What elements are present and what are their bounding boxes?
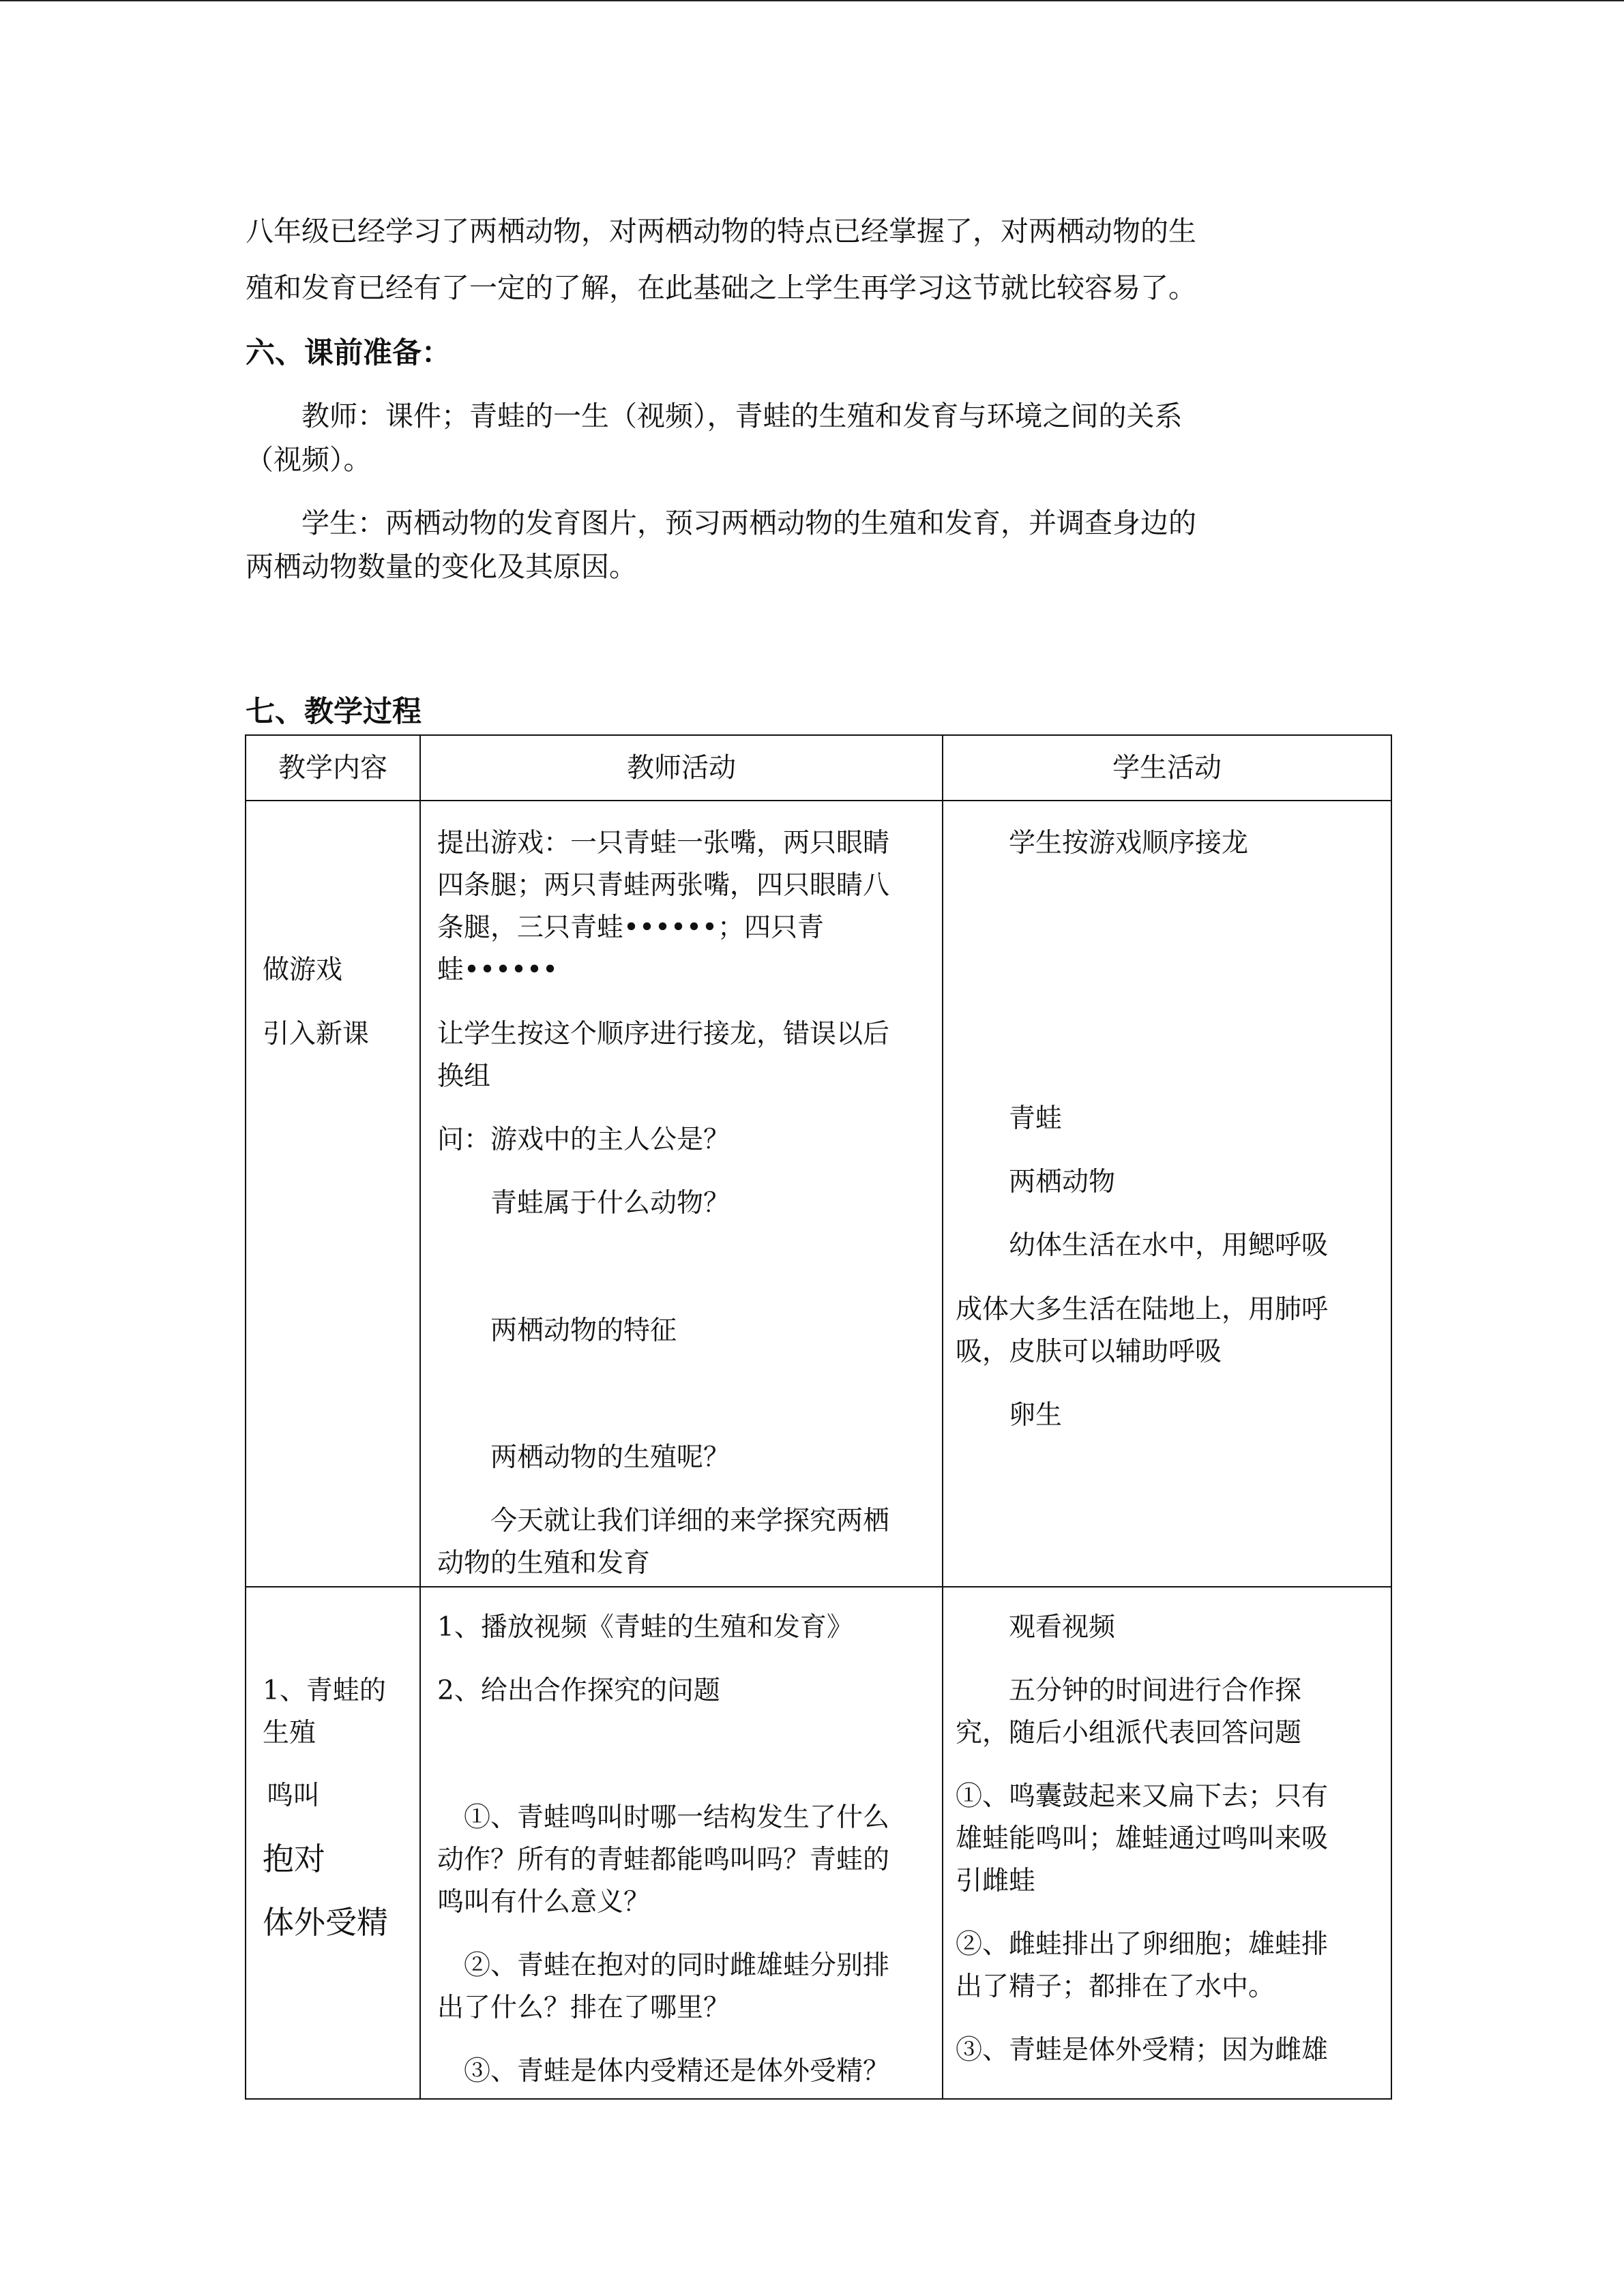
row2-teacher-line-4: 动作？所有的青蛙都能鸣叫吗？青蛙的 xyxy=(437,1845,890,1875)
row2-student-line-6: 引雌蛙 xyxy=(956,1866,1036,1896)
row2-content-line-2: 生殖 xyxy=(263,1718,316,1748)
row1-student-line-1: 学生按游戏顺序接龙 xyxy=(956,828,1249,859)
row1-teacher-line-5: 让学生按这个顺序进行接龙，错误以后 xyxy=(437,1019,890,1049)
teaching-process-table xyxy=(245,734,1392,2100)
row1-student-line-3: 两栖动物 xyxy=(956,1167,1116,1197)
row2-student-line-5: 雄蛙能鸣叫；雄蛙通过鸣叫来吸 xyxy=(956,1823,1329,1854)
row1-teacher-line-10: 两栖动物的生殖呢？ xyxy=(437,1442,730,1473)
row1-teacher-line-12: 动物的生殖和发育 xyxy=(437,1548,651,1579)
section-7-heading: 七、教学过程 xyxy=(246,695,422,729)
row1-student-line-4: 幼体生活在水中，用鳃呼吸 xyxy=(956,1230,1329,1261)
header-teaching-content: 教学内容 xyxy=(278,752,387,784)
page-top-border xyxy=(0,0,1624,1)
header-student-activity: 学生活动 xyxy=(1112,752,1222,784)
row2-teacher-line-6: ②、青蛙在抱对的同时雌雄蛙分别排 xyxy=(437,1950,890,1981)
row2-student-line-3: 究，随后小组派代表回答问题 xyxy=(956,1718,1302,1748)
row1-student-line-7: 卵生 xyxy=(956,1400,1063,1431)
row2-teacher-line-7: 出了什么？排在了哪里？ xyxy=(437,1993,730,2023)
row1-teacher-line-6: 换组 xyxy=(437,1061,491,1092)
row2-content-line-3: 鸣叫 xyxy=(267,1780,321,1811)
row1-student-line-2: 青蛙 xyxy=(956,1103,1063,1134)
row1-student-line-5: 成体大多生活在陆地上，用肺呼 xyxy=(956,1294,1329,1325)
row2-student-line-2: 五分钟的时间进行合作探 xyxy=(956,1675,1302,1706)
row2-student-line-1: 观看视频 xyxy=(956,1612,1116,1643)
table-header-divider xyxy=(246,800,1391,801)
row1-teacher-line-2: 四条腿；两只青蛙两张嘴，四只眼睛八 xyxy=(437,870,890,901)
row2-teacher-line-1: 1、播放视频《青蛙的生殖和发育》 xyxy=(437,1612,853,1643)
row1-content-line-2: 引入新课 xyxy=(263,1019,370,1049)
header-teacher-activity: 教师活动 xyxy=(627,752,736,784)
student-prep-line-2: 两栖动物数量的变化及其原因。 xyxy=(246,550,637,583)
row1-teacher-line-9: 两栖动物的特征 xyxy=(437,1315,677,1346)
row1-content-line-1: 做游戏 xyxy=(263,955,343,985)
teacher-prep-line-2: （视频）。 xyxy=(246,443,372,476)
row2-content-line-1: 1、青蛙的 xyxy=(263,1675,386,1706)
row2-teacher-line-2: 2、给出合作探究的问题 xyxy=(437,1675,720,1706)
row2-teacher-line-3: ①、青蛙鸣叫时哪一结构发生了什么 xyxy=(437,1802,890,1833)
row1-teacher-line-7: 问：游戏中的主人公是？ xyxy=(437,1124,730,1155)
table-row-divider xyxy=(246,1586,1391,1587)
student-prep-line-1: 学生：两栖动物的发育图片，预习两栖动物的生殖和发育，并调查身边的 xyxy=(246,507,1196,539)
row2-content-line-4: 抱对 xyxy=(263,1840,325,1877)
row2-student-line-9: ③、青蛙是体外受精；因为雌雄 xyxy=(956,2035,1329,2066)
row2-student-line-8: 出了精子；都排在了水中。 xyxy=(956,1971,1275,2002)
row1-teacher-line-11: 今天就让我们详细的来学探究两栖 xyxy=(437,1506,890,1536)
row1-teacher-line-4: 蛙•••••• xyxy=(437,955,559,985)
teacher-prep-line-1: 教师：课件；青蛙的一生（视频），青蛙的生殖和发育与环境之间的关系 xyxy=(246,400,1183,432)
row2-teacher-line-8: ③、青蛙是体内受精还是体外受精？ xyxy=(437,2056,890,2087)
row2-teacher-line-5: 鸣叫有什么意义？ xyxy=(437,1887,651,1918)
intro-line-1: 八年级已经学习了两栖动物，对两栖动物的特点已经掌握了，对两栖动物的生 xyxy=(246,215,1196,248)
row1-teacher-line-8: 青蛙属于什么动物？ xyxy=(437,1188,730,1219)
row2-content-line-5: 体外受精 xyxy=(263,1904,388,1941)
row2-student-line-4: ①、鸣囊鼓起来又扁下去；只有 xyxy=(956,1781,1329,1812)
row2-student-line-7: ②、雌蛙排出了卵细胞；雄蛙排 xyxy=(956,1929,1329,1960)
row1-teacher-line-1: 提出游戏：一只青蛙一张嘴，两只眼睛 xyxy=(437,828,890,859)
table-column-divider xyxy=(419,736,421,2098)
row1-student-line-6: 吸，皮肤可以辅助呼吸 xyxy=(956,1337,1222,1367)
intro-line-2: 殖和发育已经有了一定的了解，在此基础之上学生再学习这节就比较容易了。 xyxy=(246,271,1196,304)
table-column-divider xyxy=(942,736,943,2098)
row1-teacher-line-3: 条腿，三只青蛙••••••；四只青 xyxy=(437,912,825,943)
section-6-heading: 六、课前准备： xyxy=(246,336,451,370)
